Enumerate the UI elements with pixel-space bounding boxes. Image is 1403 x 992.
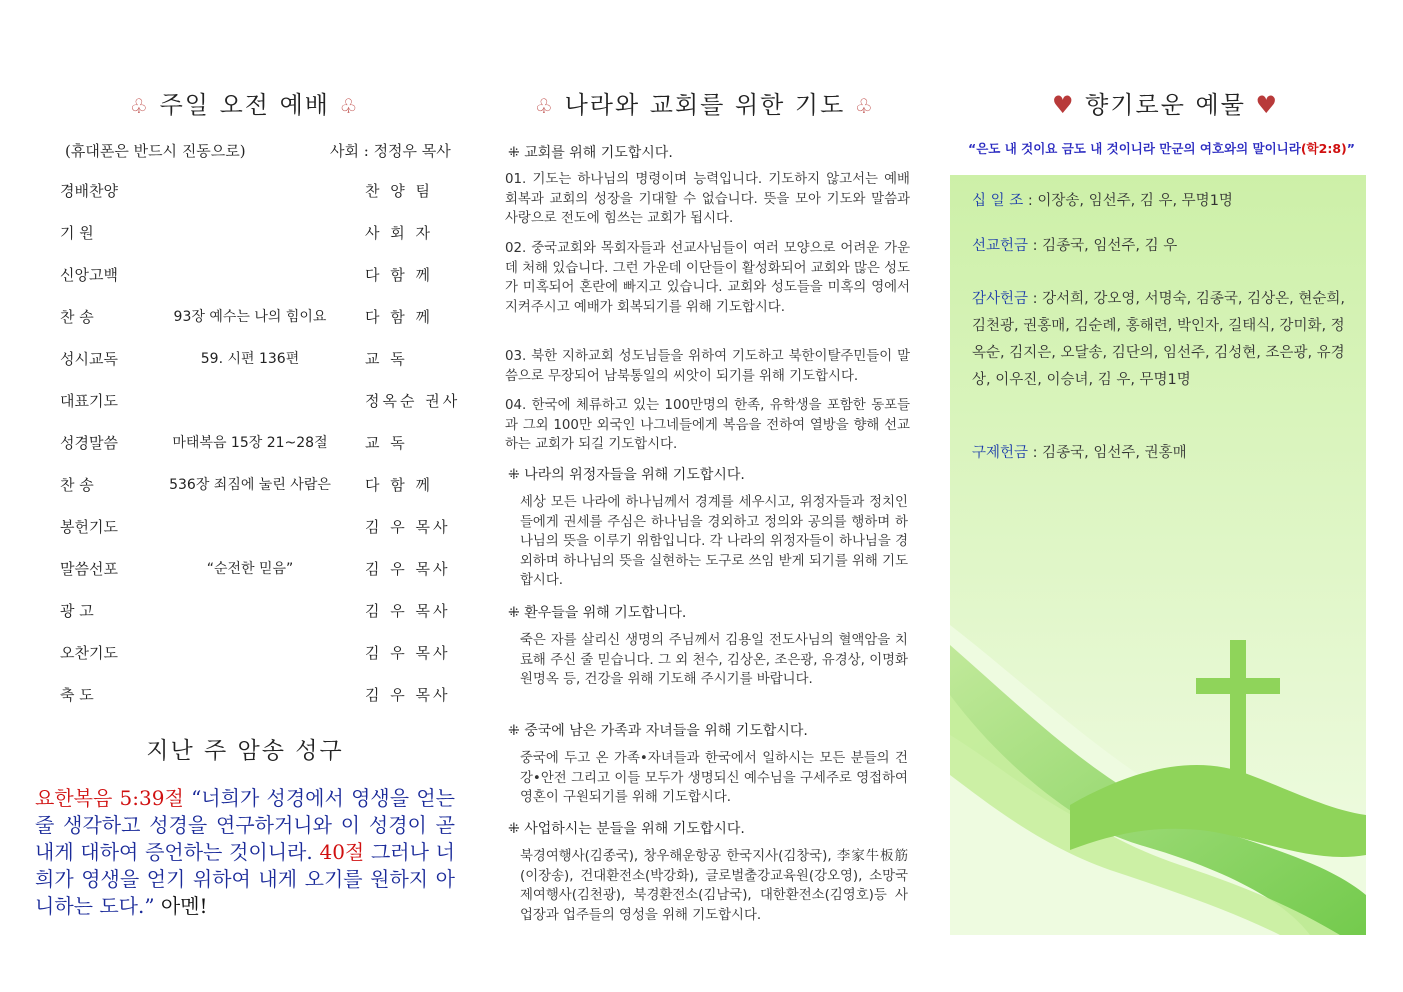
order-item-name: 대표기도 bbox=[60, 392, 118, 410]
prayer-item: 중국에 두고 온 가족•자녀들과 한국에서 일하시는 모든 분들의 건강•안전 그리고 이들 모두가 생명되신 예수님을 구세주로 영접하여 영혼이 구원되기를 위해 기도합시다. bbox=[520, 751, 908, 805]
order-item-name: 성경말씀 bbox=[60, 434, 118, 452]
club-icon: ♧ bbox=[339, 94, 360, 118]
order-item-name: 성시교독 bbox=[60, 350, 118, 368]
service-leader: 사회 : 정정우 목사 bbox=[330, 142, 451, 160]
prayer-item: 04. 한국에 체류하고 있는 100만명의 한족, 유학생을 포함한 동포들과 그외 100만 외국인 나그네들에게 복음을 전하여 열방을 향해 선교하는 교회가 되길 기도합시다. bbox=[505, 398, 910, 452]
offering-thanks: 감사헌금 : 강서희, 강오영, 서명숙, 김종국, 김상온, 현순희, 김천광, 권홍매, 김순례, 홍해련, 박인자, 길태식, 강미화, 정옥순, 김지은, 오달송, 김단의, 임선주, 김성현, 조은광, 유경상, 이우진, 이승녀, 김 우, 무명1명 bbox=[972, 291, 1345, 388]
club-icon: ♧ bbox=[854, 94, 875, 118]
order-item-name: 봉헌기도 bbox=[60, 518, 118, 536]
order-item-role: 김 우 목사 bbox=[365, 686, 451, 704]
order-item-role: 다 함 께 bbox=[365, 266, 434, 284]
order-item-role: 김 우 목사 bbox=[365, 602, 451, 620]
order-item-content: 536장 죄짐에 눌린 사람은 bbox=[169, 477, 331, 493]
order-item-name: 기 원 bbox=[60, 224, 94, 242]
prayer-item: 북경여행사(김종국), 창우해운항공 한국지사(김창국), 李家牛板筋(이장송), 건대환전소(박강화), 글로벌출강교육원(강오영), 소망국제여행사(김천광), 북경환전소(김남국), 대한환전소(김영호)등 사업장과 업주들의 영성을 위해 기도합시다. bbox=[520, 849, 908, 923]
memory-verse-title: 지난 주 암송 성구 bbox=[146, 738, 344, 764]
cross-icon bbox=[1230, 640, 1246, 825]
order-item-name: 경배찬양 bbox=[60, 182, 118, 200]
phone-notice: (휴대폰은 반드시 진동으로) bbox=[65, 142, 246, 160]
service-order-row bbox=[60, 516, 451, 540]
section-heading: ⁜ 환우들을 위해 기도합니다. bbox=[508, 605, 687, 621]
service-order-row bbox=[60, 558, 451, 582]
order-item-content: “순전한 믿음” bbox=[206, 561, 294, 577]
offering-relief: 구제헌금 : 김종국, 임선주, 권홍매 bbox=[972, 445, 1187, 461]
worship-title-text: 주일 오전 예배 bbox=[159, 91, 330, 119]
order-item-role: 사 회 자 bbox=[365, 224, 434, 242]
order-item-name: 찬 송 bbox=[60, 308, 94, 326]
offering-tithe: 십 일 조 : 이장송, 임선주, 김 우, 무명1명 bbox=[972, 193, 1233, 209]
order-item-name: 말씀선포 bbox=[60, 560, 118, 578]
verse-reference: 요한복음 5:39절 bbox=[35, 786, 184, 810]
section-heading: ⁜ 나라의 위정자들을 위해 기도합시다. bbox=[508, 467, 745, 483]
order-item-role: 교 독 bbox=[365, 434, 408, 452]
order-item-role: 찬 양 팀 bbox=[365, 182, 434, 200]
order-item-role: 정옥순 권사 bbox=[365, 392, 461, 410]
section-heading: ⁜ 사업하시는 분들을 위해 기도합시다. bbox=[508, 821, 745, 837]
service-order-row bbox=[60, 348, 440, 372]
scripture-motto: “은도 내 것이요 금도 내 것이니라 만군의 여호와의 말이니라(학2:8)” bbox=[968, 141, 1355, 156]
prayer-item: 01. 기도는 하나님의 명령이며 능력입니다. 기도하지 않고서는 예배 회복과 교회의 성장을 기대할 수 없습니다. 뜻을 모아 기도와 말씀과 사랑으로 전도에 힘쓰는 교회가 됩시다. bbox=[505, 172, 910, 226]
verse-text: “너희가 성경에서 영생을 얻는 줄 생각하고 성경을 연구하거니와 이 성경이 곧 내게 대하여 증언하는 것이니라. bbox=[35, 786, 455, 864]
service-order-row bbox=[60, 432, 440, 456]
order-item-name: 축 도 bbox=[60, 686, 94, 704]
prayer-item: 죽은 자를 살리신 생명의 주님께서 김용일 전도사님의 혈액암을 치료해 주신 줄 믿습니다. 그 외 천수, 김상온, 조은광, 유경상, 이명화 원명옥 등, 건강을 위해 기도해 주시기를 바랍니다. bbox=[520, 633, 908, 687]
offering-mission: 선교헌금 : 김종국, 임선주, 김 우 bbox=[972, 238, 1178, 254]
worship-title bbox=[130, 85, 360, 120]
order-item-content: 59. 시편 136편 bbox=[200, 351, 300, 367]
service-order-row bbox=[60, 264, 440, 288]
club-icon: ♧ bbox=[535, 94, 555, 118]
order-item-name: 찬 송 bbox=[60, 476, 94, 494]
heart-icon: ♥ bbox=[1052, 91, 1076, 119]
verse-amen: 아멘! bbox=[154, 894, 208, 918]
order-item-name: 오찬기도 bbox=[60, 644, 118, 662]
club-icon: ♧ bbox=[130, 94, 150, 118]
order-item-role: 김 우 목사 bbox=[365, 560, 451, 578]
prayer-item: 세상 모든 나라에 하나님께서 경계를 세우시고, 위정자들과 정치인들에게 권세를 주심은 하나님을 경외하고 정의와 공의를 행하며 하나님의 뜻을 이루기 위함입니다. 각 나라의 위정자들이 하나님을 경외하며 하나님의 뜻을 실현하는 도구로 쓰임 받게 되기를 위해 기도합시다. bbox=[520, 495, 908, 588]
verse-text: 그러나 너희가 영생을 얻기 위하여 내게 오기를 원하지 아니하는 도다.” bbox=[35, 840, 455, 918]
service-order-row bbox=[60, 222, 440, 246]
offering-title-text: 향기로운 예물 bbox=[1085, 91, 1246, 119]
order-item-role: 다 함 께 bbox=[365, 308, 434, 326]
order-item-content: 마태복음 15장 21~28절 bbox=[172, 435, 328, 451]
order-item-role: 김 우 목사 bbox=[365, 518, 451, 536]
section-heading: ⁜ 중국에 남은 가족과 자녀들을 위해 기도합시다. bbox=[508, 723, 808, 739]
order-item-role: 김 우 목사 bbox=[365, 644, 451, 662]
heart-icon: ♥ bbox=[1255, 91, 1280, 119]
service-order-row bbox=[60, 600, 451, 624]
service-order-row bbox=[60, 306, 440, 330]
order-item-role: 다 함 께 bbox=[365, 476, 434, 494]
order-item-role: 교 독 bbox=[365, 350, 408, 368]
service-order-row bbox=[60, 390, 461, 414]
order-item-content: 93장 예수는 나의 힘이요 bbox=[173, 309, 327, 325]
service-order-row bbox=[60, 474, 440, 498]
service-order-row bbox=[60, 684, 451, 708]
prayer-item: 03. 북한 지하교회 성도님들을 위하여 기도하고 북한이탈주민들이 말씀으로 무장되어 남북통일의 씨앗이 되기를 위해 기도합시다. bbox=[505, 349, 910, 384]
verse-reference: 40절 bbox=[319, 840, 365, 864]
service-order-row bbox=[60, 642, 451, 666]
prayer-item: 02. 중국교회와 목회자들과 선교사님들이 여러 모양으로 어려운 가운데 처해 있습니다. 그런 가운데 이단들이 활성화되어 교회와 많은 성도가 미혹되어 혼란에 빠지고 있습니다. 교회와 성도들을 미혹의 영에서 지켜주시고 예배가 회복되기를 위해 기도합시다. bbox=[505, 241, 910, 315]
section-heading: ⁜ 교회를 위해 기도합시다. bbox=[508, 145, 673, 161]
offering-title bbox=[1052, 85, 1279, 120]
order-item-name: 광 고 bbox=[60, 602, 94, 620]
order-item-name: 신앙고백 bbox=[60, 266, 118, 284]
prayer-title bbox=[535, 85, 875, 120]
memory-verse bbox=[35, 785, 455, 920]
prayer-title-text: 나라와 교회를 위한 기도 bbox=[564, 91, 846, 119]
service-order-row bbox=[60, 180, 440, 204]
